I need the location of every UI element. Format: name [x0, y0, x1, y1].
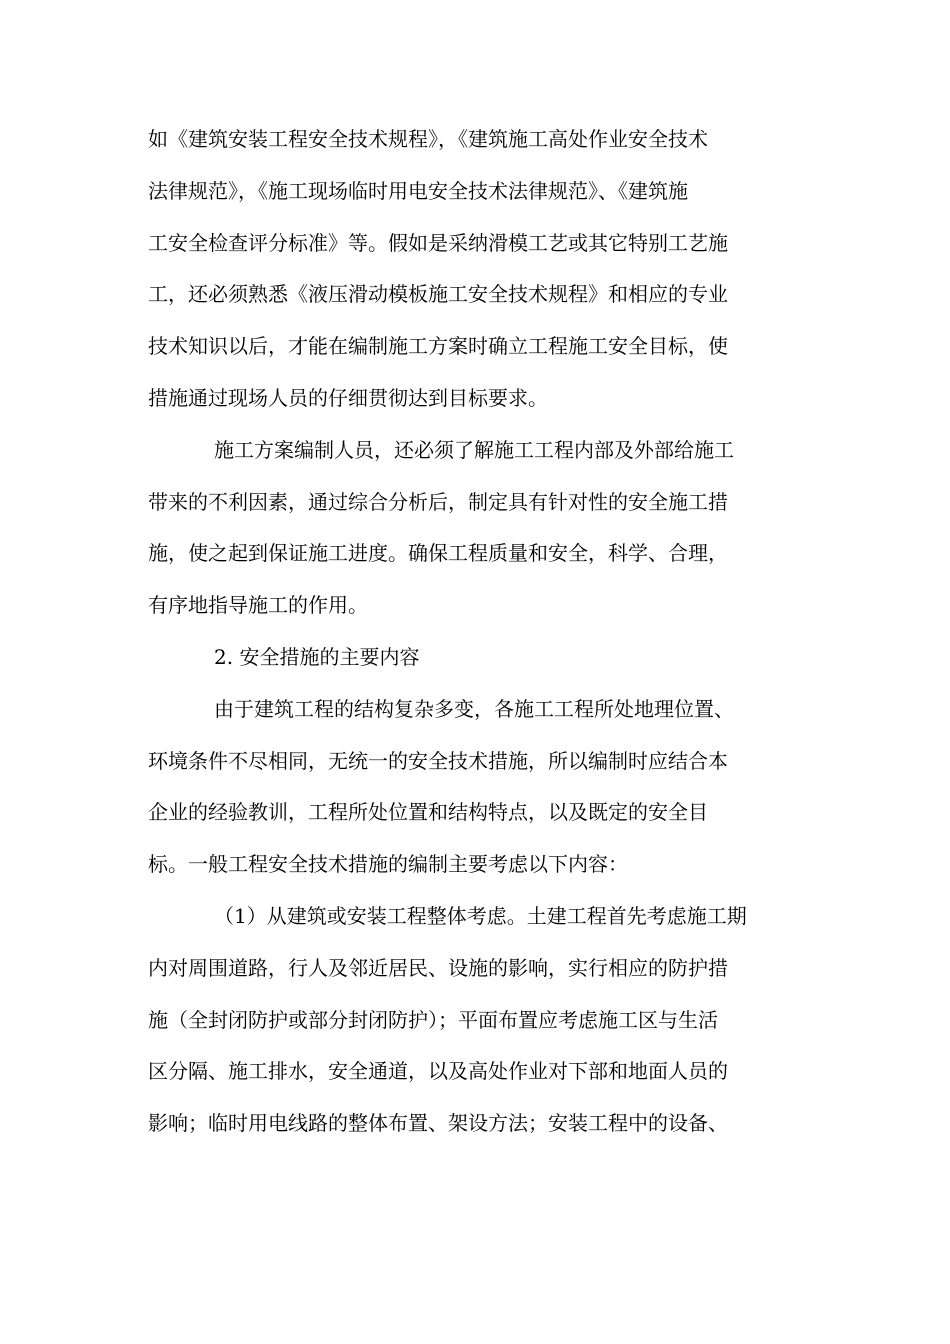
- text-line: 影响；临时用电线路的整体布置、架设方法；安装工程中的设备、: [148, 1111, 728, 1136]
- text-line: 工安全检查评分标准》等。假如是采纳滑模工艺或其它特别工艺施: [148, 230, 728, 255]
- section-heading: [148, 632, 808, 684]
- body-text: [148, 114, 808, 1150]
- text-line: 标。一般工程安全技术措施的编制主要考虑以下内容：: [148, 852, 628, 877]
- text-line: 如《建筑安装工程安全技术规程》，《建筑施工高处作业安全技术: [148, 127, 708, 151]
- text-line: 由于建筑工程的结构复杂多变，各施工工程所处地理位置、: [214, 696, 734, 721]
- text-line: 内对周围道路，行人及邻近居民、设施的影响，实行相应的防护措: [148, 955, 728, 980]
- paragraph-personnel: [148, 425, 808, 632]
- text-line: 带来的不利因素，通过综合分析后，制定具有针对性的安全施工措: [148, 489, 728, 514]
- text-line: 区分隔、施工排水，安全通道，以及高处作业对下部和地面人员的: [148, 1059, 728, 1084]
- section-heading-text: 2. 安全措施的主要内容: [214, 644, 420, 669]
- text-line: 施，使之起到保证施工进度。确保工程质量和安全，科学、合理，: [148, 541, 728, 566]
- paragraph-intro: [148, 684, 808, 891]
- text-line: 企业的经验教训，工程所处位置和结构特点，以及既定的安全目: [148, 800, 708, 825]
- text-line: 工，还必须熟悉《液压滑动模板施工安全技术规程》和相应的专业: [148, 282, 728, 307]
- text-line: 措施通过现场人员的仔细贯彻达到目标要求。: [148, 385, 548, 410]
- text-line: 有序地指导施工的作用。: [148, 593, 368, 618]
- text-line: 法律规范》，《施工现场临时用电安全技术法律规范》、《建筑施: [148, 178, 688, 203]
- paragraph-item-1: [148, 891, 808, 1150]
- text-line: 技术知识以后，才能在编制施工方案时确立工程施工安全目标，使: [148, 334, 728, 359]
- text-line: 环境条件不尽相同，无统一的安全技术措施，所以编制时应结合本: [148, 748, 728, 773]
- text-line: 施工方案编制人员，还必须了解施工工程内部及外部给施工: [214, 437, 734, 462]
- paragraph-standards: [148, 114, 808, 425]
- text-line: （1）从建筑或安装工程整体考虑。土建工程首先考虑施工期: [214, 903, 747, 928]
- text-line: 施（全封闭防护或部分封闭防护）；平面布置应考虑施工区与生活: [148, 1007, 718, 1032]
